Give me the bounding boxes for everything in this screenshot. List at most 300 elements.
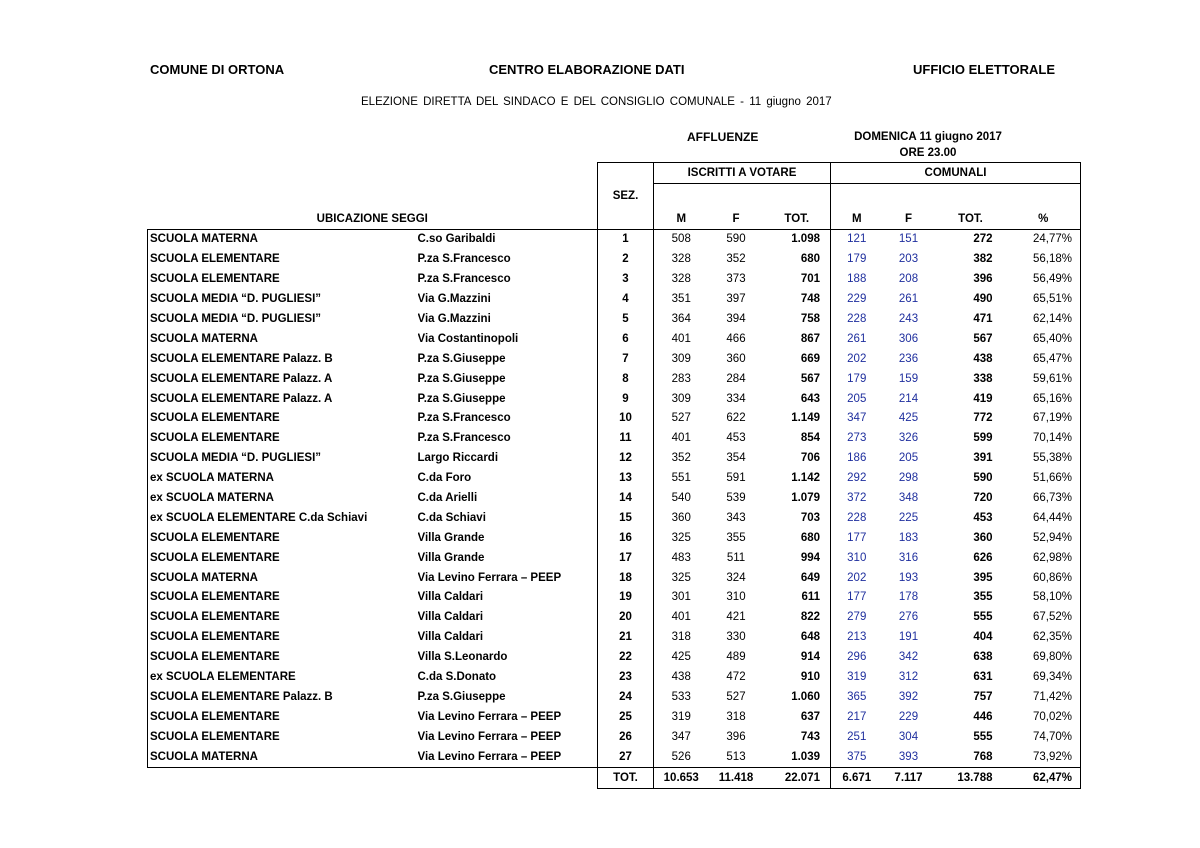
sez-number: 19 (598, 588, 654, 608)
comunali-f: 425 (898, 412, 919, 425)
comunali-f: 392 (898, 690, 919, 703)
seggio-name: SCUOLA MATERNA (148, 747, 418, 767)
sez-number: 14 (598, 489, 654, 509)
seggio-address: Via G.Mazzini (417, 313, 491, 325)
sez-number: 16 (598, 528, 654, 548)
comunali-f: 306 (898, 332, 919, 345)
sez-number: 23 (598, 668, 654, 688)
comunali-m: 205 (831, 389, 883, 409)
comunali-tot: 757 (973, 690, 993, 703)
comunali-pct: 74,70% (1007, 727, 1081, 747)
iscritti-m: 508 (654, 230, 709, 250)
seggio-address: Via Costantinopoli (417, 332, 519, 345)
table-row (148, 508, 1081, 528)
comunali-tot: 555 (973, 730, 993, 743)
seggio-name: SCUOLA ELEMENTARE (148, 429, 418, 449)
iscritti-f: 310 (726, 591, 746, 604)
iscritti-f: 397 (726, 293, 746, 306)
comunali-pct: 73,92% (1007, 747, 1081, 767)
iscritti-tot: 706 (800, 452, 820, 465)
comunali-tot-header: TOT. (935, 210, 1007, 230)
seggio-address: Largo Riccardi (417, 452, 499, 465)
table-row (148, 429, 1081, 449)
date-heading: DOMENICA 11 giugno 2017 (854, 131, 1002, 143)
iscritti-tot: 1.079 (791, 492, 820, 505)
comunali-f: 183 (898, 531, 919, 544)
comunali-tot: 360 (973, 531, 993, 544)
iscritti-m: 533 (654, 687, 709, 707)
sez-number: 5 (598, 310, 654, 330)
sez-number: 12 (598, 449, 654, 469)
iscritti-f: 373 (726, 273, 746, 286)
comunali-tot: 772 (973, 412, 993, 425)
iscritti-f: 318 (726, 710, 746, 723)
comunali-m: 292 (831, 469, 883, 489)
seggio-address: P.za S.Giuseppe (417, 690, 506, 703)
comunali-m: 186 (831, 449, 883, 469)
table-row (148, 588, 1081, 608)
comunali-f: 203 (898, 253, 919, 266)
seggio-name: SCUOLA ELEMENTARE (148, 628, 418, 648)
seggio-name: SCUOLA ELEMENTARE Palazz. A (148, 389, 418, 409)
iscritti-m: 351 (654, 290, 709, 310)
seggio-address: P.za S.Giuseppe (417, 372, 506, 385)
comunali-f: 225 (898, 511, 919, 524)
iscritti-f: 466 (726, 332, 746, 345)
seggio-address: Via G.Mazzini (417, 293, 491, 306)
comunali-pct: 56,18% (1007, 250, 1081, 270)
comunali-f: 326 (898, 432, 919, 445)
iscritti-f: 343 (726, 511, 746, 524)
table-row (148, 449, 1081, 469)
comunali-f: 214 (898, 392, 919, 405)
comunali-pct: 65,47% (1007, 349, 1081, 369)
iscritti-m: 328 (654, 270, 709, 290)
iscritti-f: 527 (726, 690, 746, 703)
iscritti-f: 334 (726, 392, 746, 405)
table-body (148, 230, 1081, 768)
iscritti-f-header: F (709, 210, 764, 230)
totals-f: 11.418 (709, 768, 764, 789)
iscritti-tot: 680 (800, 253, 820, 266)
iscritti-f: 284 (726, 372, 746, 385)
affluenze-heading: AFFLUENZE (687, 130, 759, 144)
comunali-pct: 67,19% (1007, 409, 1081, 429)
iscritti-f: 622 (726, 412, 746, 425)
seggio-address: C.da S.Donato (417, 671, 497, 684)
ufficio-title: UFFICIO ELETTORALE (913, 62, 1056, 77)
iscritti-m: 347 (654, 727, 709, 747)
table-row (148, 747, 1081, 767)
comunali-pct: 71,42% (1007, 687, 1081, 707)
table-row (148, 310, 1081, 330)
seggio-address: Via Levino Ferrara – PEEP (417, 730, 562, 743)
comunali-tot: 419 (973, 392, 993, 405)
comunali-f: 208 (898, 273, 919, 286)
comunali-m: 177 (831, 528, 883, 548)
comunali-m: 228 (831, 508, 883, 528)
totals-ctot: 13.788 (935, 768, 1007, 789)
comunali-tot: 631 (973, 671, 993, 684)
comunali-f: 191 (898, 631, 919, 644)
sez-number: 6 (598, 329, 654, 349)
iscritti-tot: 1.039 (791, 750, 820, 763)
comunali-tot: 446 (973, 710, 993, 723)
table-row (148, 409, 1081, 429)
table-row (148, 489, 1081, 509)
iscritti-m: 352 (654, 449, 709, 469)
comunali-m: 372 (831, 489, 883, 509)
comunali-pct: 58,10% (1007, 588, 1081, 608)
seggio-name: SCUOLA ELEMENTARE (148, 409, 418, 429)
seggio-address: Via Levino Ferrara – PEEP (417, 710, 562, 723)
comunali-m: 273 (831, 429, 883, 449)
table-row (148, 608, 1081, 628)
iscritti-f: 352 (726, 253, 746, 266)
table-row (148, 648, 1081, 668)
sez-number: 4 (598, 290, 654, 310)
comunali-tot: 471 (973, 313, 993, 325)
comunali-tot: 626 (973, 551, 993, 564)
table-row (148, 707, 1081, 727)
iscritti-m: 325 (654, 568, 709, 588)
seggio-name: SCUOLA ELEMENTARE (148, 608, 418, 628)
seggio-name: SCUOLA ELEMENTARE Palazz. B (148, 687, 418, 707)
comunali-pct: 55,38% (1007, 449, 1081, 469)
comunali-pct: 69,80% (1007, 648, 1081, 668)
comunali-tot: 555 (973, 611, 993, 624)
iscritti-m: 283 (654, 369, 709, 389)
iscritti-header: ISCRITTI A VOTARE (654, 163, 831, 184)
iscritti-tot: 1.142 (791, 472, 820, 485)
iscritti-tot: 669 (800, 352, 820, 365)
totals-m: 10.653 (654, 768, 709, 789)
ced-title: CENTRO ELABORAZIONE DATI (489, 62, 685, 77)
comunali-m: 229 (831, 290, 883, 310)
sez-number: 25 (598, 707, 654, 727)
comunali-m: 261 (831, 329, 883, 349)
sez-header: SEZ. (598, 184, 654, 211)
iscritti-m: 483 (654, 548, 709, 568)
table-row (148, 230, 1081, 250)
iscritti-m: 438 (654, 668, 709, 688)
seggio-name: ex SCUOLA ELEMENTARE (148, 668, 418, 688)
comunali-tot: 599 (973, 432, 993, 445)
seggio-name: SCUOLA MEDIA “D. PUGLIESI” (148, 449, 418, 469)
iscritti-m: 527 (654, 409, 709, 429)
iscritti-f: 539 (726, 492, 746, 505)
comunali-pct: 62,35% (1007, 628, 1081, 648)
iscritti-f: 394 (726, 313, 746, 325)
comunali-m: 310 (831, 548, 883, 568)
comune-title: COMUNE DI ORTONA (150, 62, 285, 77)
comunali-m: 296 (831, 648, 883, 668)
comunali-pct: 56,49% (1007, 270, 1081, 290)
seggio-name: SCUOLA MATERNA (148, 230, 418, 250)
iscritti-f: 590 (726, 233, 746, 246)
seggio-address: Villa Caldari (417, 591, 484, 604)
totals-row (148, 768, 1081, 789)
iscritti-m: 309 (654, 389, 709, 409)
comunali-tot: 395 (973, 571, 993, 584)
iscritti-f: 360 (726, 352, 746, 365)
iscritti-tot: 1.098 (791, 233, 820, 246)
iscritti-f: 489 (726, 651, 746, 664)
iscritti-m: 526 (654, 747, 709, 767)
totals-pct: 62,47% (1007, 768, 1081, 789)
comunali-pct: 65,16% (1007, 389, 1081, 409)
table-row (148, 469, 1081, 489)
seggio-address: C.da Schiavi (417, 511, 486, 524)
seggio-address: C.da Arielli (417, 492, 478, 505)
comunali-m-header: M (831, 210, 883, 230)
comunali-m: 279 (831, 608, 883, 628)
sez-number: 21 (598, 628, 654, 648)
comunali-m: 213 (831, 628, 883, 648)
comunali-tot: 638 (973, 651, 993, 664)
comunali-f: 229 (898, 710, 919, 723)
comunali-f: 178 (898, 591, 919, 604)
seggio-address: Via Levino Ferrara – PEEP (417, 571, 562, 584)
iscritti-f: 355 (726, 531, 746, 544)
seggio-name: SCUOLA ELEMENTARE (148, 250, 418, 270)
seggio-name: SCUOLA MATERNA (148, 568, 418, 588)
comunali-m: 375 (831, 747, 883, 767)
totals-label: TOT. (598, 768, 654, 789)
comunali-f: 348 (898, 492, 919, 505)
comunali-m: 365 (831, 687, 883, 707)
comunali-tot: 567 (973, 332, 993, 345)
seggio-address: P.za S.Giuseppe (417, 352, 506, 365)
comunali-m: 202 (831, 568, 883, 588)
sez-number: 15 (598, 508, 654, 528)
seggio-name: SCUOLA MATERNA (148, 329, 418, 349)
iscritti-tot: 680 (800, 531, 820, 544)
sez-number: 7 (598, 349, 654, 369)
comunali-pct: 70,02% (1007, 707, 1081, 727)
iscritti-m: 364 (654, 310, 709, 330)
iscritti-tot: 867 (800, 332, 820, 345)
comunali-pct: 52,94% (1007, 528, 1081, 548)
iscritti-m: 401 (654, 329, 709, 349)
comunali-f: 276 (898, 611, 919, 624)
iscritti-tot: 822 (800, 611, 820, 624)
iscritti-tot: 637 (800, 710, 820, 723)
comunali-m: 202 (831, 349, 883, 369)
comunali-f: 304 (898, 730, 919, 743)
table-row (148, 687, 1081, 707)
pct-header: % (1007, 210, 1081, 230)
table-row (148, 290, 1081, 310)
comunali-tot: 404 (973, 631, 993, 644)
comunali-header: COMUNALI (831, 163, 1081, 184)
table-row (148, 250, 1081, 270)
iscritti-tot: 611 (801, 591, 820, 604)
comunali-f: 316 (898, 551, 919, 564)
seggio-name: SCUOLA MEDIA “D. PUGLIESI” (148, 310, 418, 330)
iscritti-m: 325 (654, 528, 709, 548)
comunali-tot: 453 (973, 511, 993, 524)
sez-number: 26 (598, 727, 654, 747)
table-row (148, 548, 1081, 568)
table-row (148, 568, 1081, 588)
iscritti-tot: 1.149 (791, 412, 820, 425)
seggio-address: C.da Foro (417, 472, 472, 485)
comunali-m: 228 (831, 310, 883, 330)
seggio-name: SCUOLA ELEMENTARE (148, 707, 418, 727)
comunali-pct: 66,73% (1007, 489, 1081, 509)
comunali-f: 261 (898, 293, 919, 306)
comunali-pct: 70,14% (1007, 429, 1081, 449)
comunali-f: 312 (898, 671, 919, 684)
comunali-m: 251 (831, 727, 883, 747)
iscritti-m: 540 (654, 489, 709, 509)
sez-number: 11 (598, 429, 654, 449)
iscritti-tot-header: TOT. (764, 210, 831, 230)
comunali-tot: 272 (973, 233, 993, 246)
table-row (148, 528, 1081, 548)
iscritti-tot: 648 (800, 631, 820, 644)
seggio-address: P.za S.Francesco (417, 432, 511, 445)
comunali-tot: 355 (973, 591, 993, 604)
comunali-f: 159 (898, 372, 919, 385)
seggio-name: SCUOLA ELEMENTARE (148, 648, 418, 668)
comunali-tot: 490 (973, 293, 993, 306)
comunali-tot: 338 (973, 372, 993, 385)
totals-cm: 6.671 (831, 768, 883, 789)
comunali-tot: 768 (973, 750, 993, 763)
table-row (148, 369, 1081, 389)
comunali-m: 121 (831, 230, 883, 250)
seggio-address: Villa Caldari (417, 631, 484, 644)
seggio-address: Villa Grande (417, 551, 485, 564)
seggio-name: SCUOLA ELEMENTARE (148, 270, 418, 290)
turnout-table (147, 162, 1081, 789)
seggio-address: P.za S.Francesco (417, 253, 511, 266)
table-row (148, 628, 1081, 648)
comunali-pct: 59,61% (1007, 369, 1081, 389)
comunali-pct: 51,66% (1007, 469, 1081, 489)
sez-number: 24 (598, 687, 654, 707)
seggio-name: SCUOLA ELEMENTARE Palazz. B (148, 349, 418, 369)
iscritti-m: 309 (654, 349, 709, 369)
sez-number: 3 (598, 270, 654, 290)
seggio-name: SCUOLA ELEMENTARE Palazz. A (148, 369, 418, 389)
table-row (148, 329, 1081, 349)
sez-number: 1 (598, 230, 654, 250)
table-row (148, 270, 1081, 290)
sez-number: 17 (598, 548, 654, 568)
comunali-tot: 720 (973, 492, 993, 505)
seggio-address: Via Levino Ferrara – PEEP (417, 750, 562, 763)
sez-number: 13 (598, 469, 654, 489)
table-row (148, 349, 1081, 369)
iscritti-f: 396 (726, 730, 746, 743)
seggio-address: P.za S.Francesco (417, 412, 511, 425)
comunali-tot: 391 (973, 452, 993, 465)
seggio-name: ex SCUOLA MATERNA (148, 489, 418, 509)
comunali-pct: 65,51% (1007, 290, 1081, 310)
iscritti-m: 401 (654, 429, 709, 449)
ubicazione-header: UBICAZIONE SEGGI (148, 210, 598, 230)
totals-tot: 22.071 (764, 768, 831, 789)
iscritti-tot: 649 (800, 571, 820, 584)
comunali-tot: 438 (973, 352, 993, 365)
iscritti-f: 330 (726, 631, 746, 644)
seggio-name: SCUOLA ELEMENTARE (148, 528, 418, 548)
comunali-m: 177 (831, 588, 883, 608)
comunali-m: 188 (831, 270, 883, 290)
iscritti-tot: 758 (800, 313, 820, 325)
sez-number: 8 (598, 369, 654, 389)
iscritti-m: 301 (654, 588, 709, 608)
iscritti-tot: 914 (800, 651, 820, 664)
comunali-pct: 67,52% (1007, 608, 1081, 628)
table-row (148, 389, 1081, 409)
comunali-tot: 396 (973, 273, 993, 286)
iscritti-f: 324 (726, 571, 746, 584)
iscritti-f: 513 (726, 750, 746, 763)
iscritti-m: 425 (654, 648, 709, 668)
sez-number: 18 (598, 568, 654, 588)
iscritti-f: 453 (726, 432, 746, 445)
sez-number: 9 (598, 389, 654, 409)
sez-number: 10 (598, 409, 654, 429)
seggio-name: SCUOLA ELEMENTARE (148, 727, 418, 747)
comunali-tot: 590 (973, 472, 993, 485)
seggio-name: SCUOLA MEDIA “D. PUGLIESI” (148, 290, 418, 310)
election-subtitle: ELEZIONE DIRETTA DEL SINDACO E DEL CONSIGLIO COMUNALE - 11 giugno 2017 (361, 96, 832, 108)
comunali-f: 243 (898, 313, 919, 325)
seggio-address: Villa Caldari (417, 611, 484, 624)
iscritti-tot: 854 (800, 432, 820, 445)
seggio-address: C.so Garibaldi (417, 233, 496, 246)
seggio-address: Villa S.Leonardo (417, 651, 508, 664)
iscritti-m: 401 (654, 608, 709, 628)
comunali-f: 342 (898, 651, 919, 664)
iscritti-tot: 743 (800, 730, 820, 743)
comunali-f: 193 (898, 571, 919, 584)
comunali-pct: 62,98% (1007, 548, 1081, 568)
iscritti-f: 511 (726, 551, 746, 564)
sez-number: 27 (598, 747, 654, 767)
comunali-f: 151 (898, 233, 919, 246)
comunali-pct: 69,34% (1007, 668, 1081, 688)
sez-number: 2 (598, 250, 654, 270)
table-row (148, 668, 1081, 688)
iscritti-f: 472 (726, 671, 746, 684)
iscritti-f: 591 (726, 472, 746, 485)
iscritti-tot: 567 (800, 372, 820, 385)
iscritti-m: 328 (654, 250, 709, 270)
iscritti-m-header: M (654, 210, 709, 230)
totals-cf: 7.117 (883, 768, 935, 789)
comunali-f: 236 (898, 352, 919, 365)
iscritti-tot: 994 (800, 551, 820, 564)
time-heading: ORE 23.00 (899, 147, 957, 159)
comunali-pct: 24,77% (1007, 230, 1081, 250)
iscritti-m: 319 (654, 707, 709, 727)
iscritti-m: 360 (654, 508, 709, 528)
sez-number: 22 (598, 648, 654, 668)
iscritti-tot: 1.060 (791, 690, 820, 703)
comunali-f: 205 (898, 452, 919, 465)
comunali-pct: 64,44% (1007, 508, 1081, 528)
iscritti-tot: 703 (800, 511, 820, 524)
table-row (148, 727, 1081, 747)
seggio-address: P.za S.Giuseppe (417, 392, 506, 405)
seggio-name: SCUOLA ELEMENTARE (148, 548, 418, 568)
